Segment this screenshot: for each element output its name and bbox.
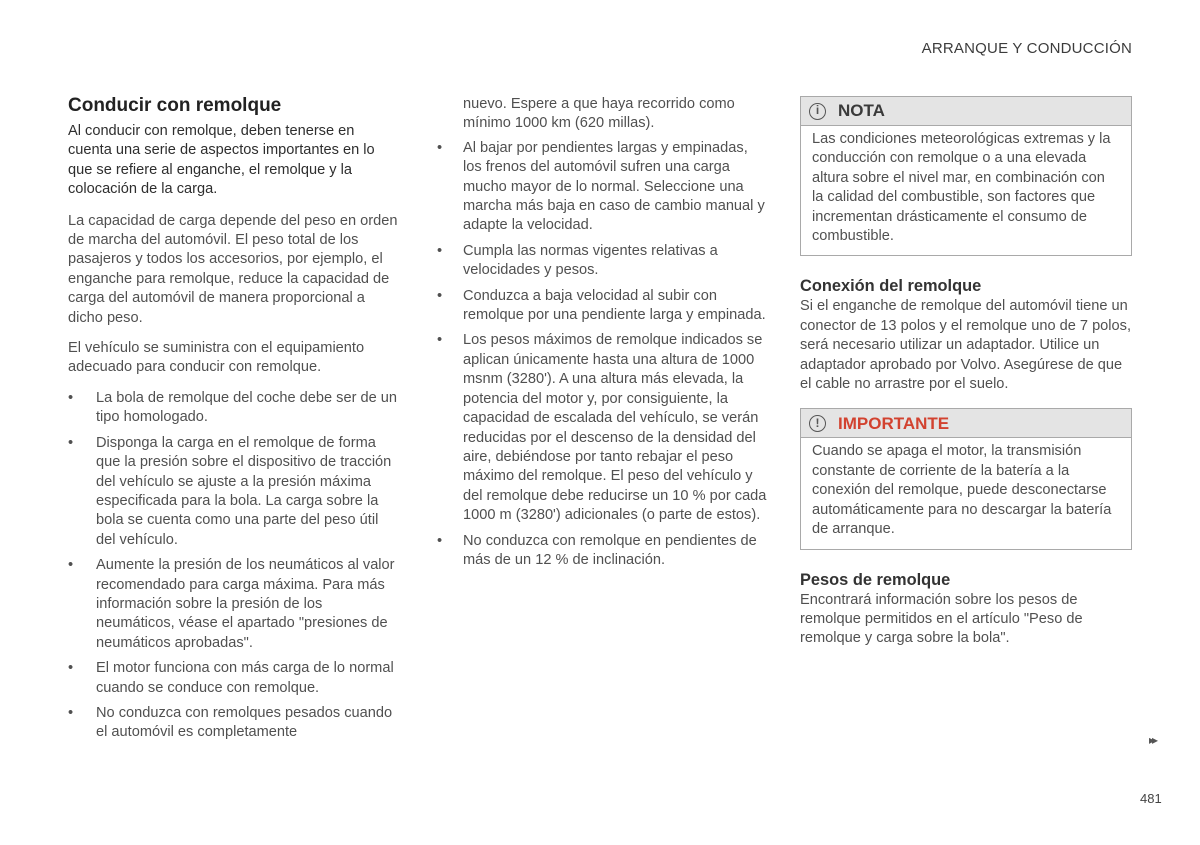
bullet-list-middle (437, 139, 767, 571)
list-item: • El motor funciona con más carga de lo normal cuando se conduce con remolque. (68, 659, 400, 698)
column-middle (437, 95, 767, 576)
list-item: • Cumpla las normas vigentes relativas a velocidades y pesos. (437, 242, 767, 281)
double-arrow-right-icon: ▸▸ (1149, 733, 1156, 747)
list-item: • Los pesos máximos de remolque indicados se aplican únicamente hasta una altura de 1000 msnm (3280'). A una altura más elevada, la potencia del motor y, por consiguiente, la capacidad de escalada del vehículo, se verán reducidas por el descenso de la densidad del aire, debiéndose por tanto rebajar el peso máximo del remolque. El peso del vehículo y del remolque debe reducirse un 10 % por cada 1000 m (3280') adicionales (o parte de estos). (437, 331, 767, 525)
bullet-list-left (68, 389, 400, 743)
paragraph-equipment: El vehículo se suministra con el equipamiento adecuado para conducir con remolque. (68, 340, 365, 376)
note-text: Las condiciones meteorológicas extremas y la conducción con remolque o a una elevada altura sobre el nivel mar, en combinación con la calidad del combustible, son factores que incrementan drásticamente el consumo de combustible. (812, 131, 1111, 245)
note-box-header (801, 97, 1131, 126)
warning-icon: ! (809, 415, 826, 432)
column-left (68, 94, 400, 749)
page-number: 481 (1140, 791, 1162, 806)
important-box (800, 408, 1132, 549)
list-item: • No conduzca con remolques pesados cuando el automóvil es completamente (68, 704, 400, 743)
paragraph-load-capacity: La capacidad de carga depende del peso en orden de marcha del automóvil. El peso total de los pasajeros y todos los accesorios, por ejemplo, el enganche para remolque, reduce la capacidad de carga del automóvil de manera proporcional a dicho peso. (68, 212, 398, 326)
list-item: • La bola de remolque del coche debe ser de un tipo homologado. (68, 389, 400, 428)
section-heading: Conexión del remolque (800, 277, 982, 296)
list-item: • Conduzca a baja velocidad al subir con remolque por una pendiente larga y empinada. (437, 287, 767, 326)
list-item: • Disponga la carga en el remolque de forma que la presión sobre el dispositivo de tracción del vehículo se ajuste a la presión máxima especificada para la bola. La carga sobre la bola se cuenta como una parte del peso útil del vehículo. (68, 434, 400, 550)
intro-paragraph: Al conducir con remolque, deben tenerse en cuenta una serie de aspectos importantes en lo que se refiere al enganche, el remolque y la colocación de la carga. (68, 123, 375, 198)
list-item: • Al bajar por pendientes largas y empinadas, los frenos del automóvil sufren una carga mucho mayor de lo normal. Seleccione una marcha más baja en caso de cambio manual y adapte la velocidad. (437, 139, 767, 236)
important-text: Cuando se apaga el motor, la transmisión constante de corriente de la batería a la conexión del remolque, puede desconectarse automáticamente para no descargar la batería de arranque. (812, 443, 1112, 538)
section-text: Encontrará información sobre los pesos de remolque permitidos en el artículo "Peso de remolque y carga sobre la bola". (800, 591, 1083, 647)
continued-list-text: nuevo. Espere a que haya recorrido como mínimo 1000 km (620 millas). (463, 96, 735, 132)
section-trailer-weights (800, 570, 1132, 649)
section-header: ARRANQUE Y CONDUCCIÓN (921, 40, 1132, 57)
important-box-header (801, 409, 1131, 438)
section-trailer-connection (800, 276, 1132, 394)
list-item: • Aumente la presión de los neumáticos al valor recomendado para carga máxima. Para más información sobre la presión de los neumáticos, véase el apartado "presiones de neumáticos aprobadas". (68, 556, 400, 653)
section-heading: Pesos de remolque (800, 570, 951, 589)
note-title: NOTA (838, 101, 885, 121)
important-title: IMPORTANTE (838, 413, 950, 433)
section-text: Si el enganche de remolque del automóvil tiene un conector de 13 polos y el remolque uno de 7 polos, será necesario utilizar un adaptador. Utilice un adaptador aprobado por Volvo. Asegúrese de que el cable no arrastre por el suelo. (800, 298, 1132, 393)
column-right (800, 96, 1132, 663)
info-icon: i (809, 103, 826, 120)
page-title: Conducir con remolque (68, 95, 282, 116)
note-box (800, 96, 1132, 256)
list-item: • No conduzca con remolque en pendientes de más de un 12 % de inclinación. (437, 532, 767, 571)
